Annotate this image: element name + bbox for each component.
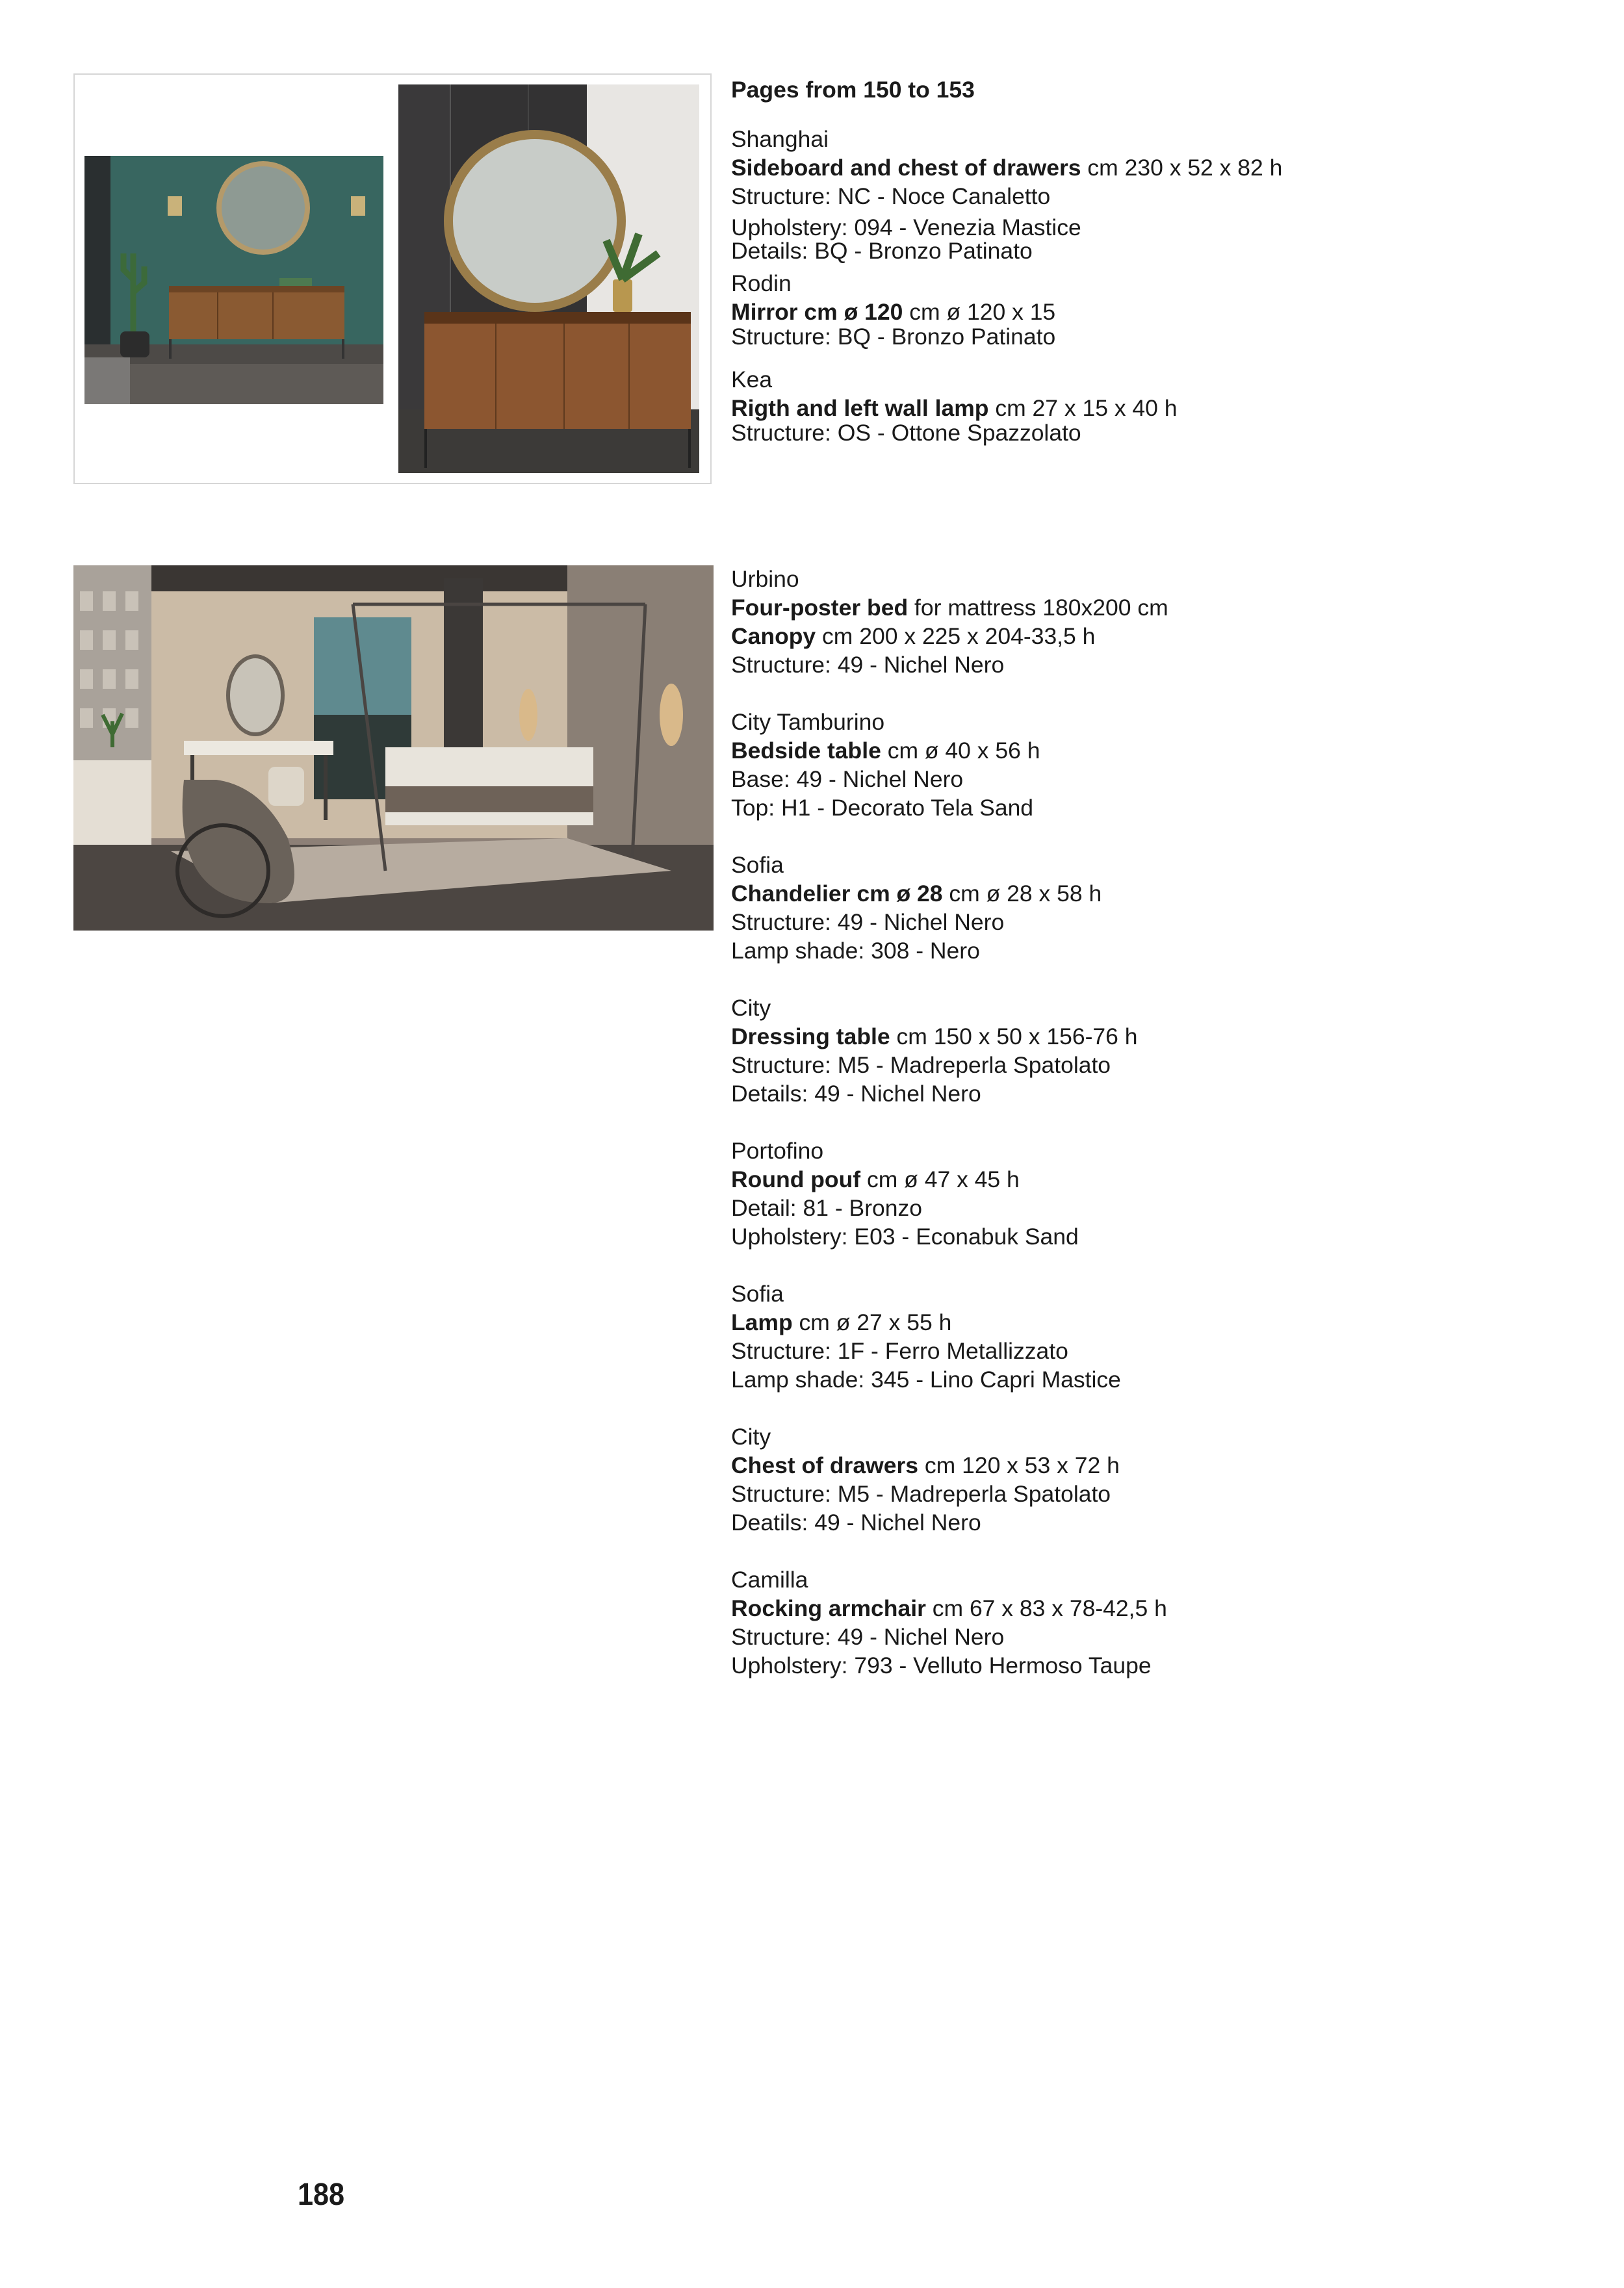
spec-line: Structure: 49 - Nichel Nero [731,652,1005,678]
product-name: Chest of drawers [731,1452,919,1478]
product-name: Four-poster bed [731,595,909,621]
product-line [731,879,1576,908]
spec-line: Structure: 49 - Nichel Nero [731,1624,1005,1650]
spec-line: Structure: OS - Ottone Spazzolato [731,420,1081,446]
item-shanghai [731,125,1576,265]
page-number: 188 [298,2178,345,2212]
product-line [731,1594,1576,1623]
product-dimensions: cm 230 x 52 x 82 h [1081,155,1283,181]
item-rodin [731,269,1576,351]
spec-line: Lamp shade: 308 - Nero [731,938,980,964]
pages-range-heading: Pages from 150 to 153 [731,77,975,103]
product-name: Rocking armchair [731,1595,926,1621]
spec-line: Structure: BQ - Bronzo Patinato [731,324,1056,350]
product-name: Bedside table [731,738,881,764]
collection-name: Sofia [731,852,784,878]
collection-name: Rodin [731,270,792,296]
product-name: Mirror cm ø 120 [731,299,903,325]
product-dimensions: cm 200 x 225 x 204-33,5 h [816,623,1096,649]
product-line [731,1165,1576,1194]
spec-line: Deatils: 49 - Nichel Nero [731,1510,981,1536]
product-line [731,593,1576,622]
product-line [731,153,1576,182]
spec-line: Top: H1 - Decorato Tela Sand [731,795,1034,821]
spec-line: Upholstery: E03 - Econabuk Sand [731,1224,1079,1250]
product-dimensions: for mattress 180x200 cm [908,595,1168,621]
item-kea [731,365,1576,447]
spec-line: Structure: 49 - Nichel Nero [731,909,1005,935]
collection-name: Kea [731,366,773,392]
product-dimensions: cm 27 x 15 x 40 h [988,395,1178,421]
collection-name: Sofia [731,1281,784,1307]
product-name: Canopy [731,623,816,649]
product-line [731,622,1576,650]
product-line [731,1308,1576,1337]
collection-name: Urbino [731,566,799,592]
product-name: Rigth and left wall lamp [731,395,989,421]
product-dimensions: cm ø 120 x 15 [903,299,1056,325]
product-name: Round pouf [731,1166,861,1192]
product-name: Sideboard and chest of drawers [731,155,1081,181]
product-line [731,1022,1576,1051]
photo-sideboard-room [84,156,383,404]
spec-line: Base: 49 - Nichel Nero [731,766,964,792]
spec-line: Lamp shade: 345 - Lino Capri Mastice [731,1367,1121,1393]
spec-line: Detail: 81 - Bronzo [731,1195,923,1221]
product-dimensions: cm 120 x 53 x 72 h [918,1452,1120,1478]
collection-name: City [731,995,771,1021]
product-dimensions: cm ø 47 x 45 h [860,1166,1020,1192]
spec-line: Upholstery: 094 - Venezia Mastice [731,214,1081,240]
bedroom-specs [731,565,1576,1680]
spec-line: Structure: 1F - Ferro Metallizzato [731,1338,1068,1364]
spec-line: Structure: NC - Noce Canaletto [731,183,1051,209]
spec-line: Details: 49 - Nichel Nero [731,1081,981,1107]
collection-name: City Tamburino [731,709,885,735]
collection-name: Shanghai [731,126,829,152]
spec-line: Details: BQ - Bronzo Patinato [731,238,1033,264]
collection-name: Portofino [731,1138,824,1164]
collection-name: City [731,1424,771,1450]
collection-name: Camilla [731,1567,808,1593]
spec-line: Upholstery: 793 - Velluto Hermoso Taupe [731,1652,1152,1678]
photo-sideboard-closeup [398,84,699,473]
product-dimensions: cm 67 x 83 x 78-42,5 h [925,1595,1167,1621]
product-name: Dressing table [731,1023,890,1049]
product-dimensions: cm ø 40 x 56 h [881,738,1040,764]
product-line [731,1451,1576,1480]
product-name: Lamp [731,1309,793,1335]
product-dimensions: cm ø 27 x 55 h [792,1309,952,1335]
product-dimensions: cm ø 28 x 58 h [942,880,1102,906]
photo-bedroom [73,565,714,931]
product-dimensions: cm 150 x 50 x 156-76 h [890,1023,1138,1049]
product-name: Chandelier cm ø 28 [731,880,943,906]
spec-line: Structure: M5 - Madreperla Spatolato [731,1052,1111,1078]
spec-line: Structure: M5 - Madreperla Spatolato [731,1481,1111,1507]
product-line [731,736,1576,765]
